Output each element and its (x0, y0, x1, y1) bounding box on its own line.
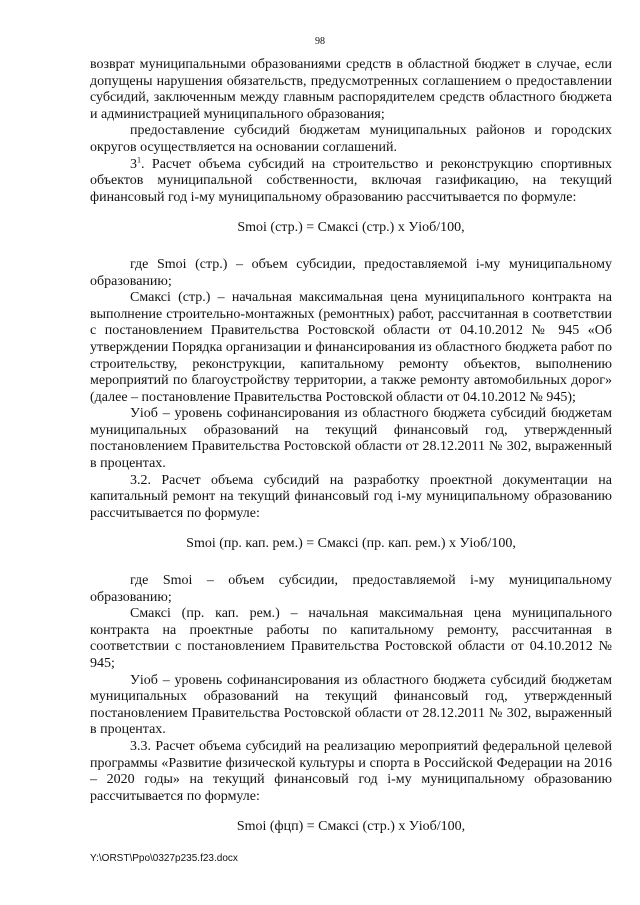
footer-file-path: Y:\ORST\Ppo\0327p235.f23.docx (90, 853, 238, 864)
section-superscript: 1 (137, 154, 141, 164)
paragraph-3-2: 3.2. Расчет объема субсидий на разработку проектной документации на капитальный ремонт на текущий финансовый год i-му муниципальному образованию рассчитывается по формуле: (90, 472, 612, 521)
paragraph-refund: возврат муниципальными образованиями средств в областной бюджет в случае, если допущены нарушения обязательств, предусмотренных соглашением о предоставлении субсидий, заключенным между главным распорядителем средств областного бюджета и администрацией муниципального образования; (90, 57, 612, 122)
formula-construction: Smoi (стр.) = Смаксi (стр.) x Уiоб/100, (237, 220, 465, 236)
definition-smax-2: Смаксi (пр. кап. рем.) – начальная максимальная цена муниципального контракта на проектные работы по капитальному ремонту, рассчитанная в соответствии с постановлением Правительства Ростовской области от 04.10.2012 № 945; (90, 606, 612, 671)
page-number: 98 (315, 36, 325, 47)
definition-smax: Смаксi (стр.) – начальная максимальная цена муниципального контракта на выполнение строительно-монтажных (ремонтных) работ, рассчитанная в соответствии с постановлением Правительства Ростовской области от 04.10.2012 № 945 «Об утверждении Порядка организации и финансирования из областного бюджета работ по строительству, реконструкции, капитальному ремонту объектов, выполнению мероприятий по благоустройству территории, а также ремонту автомобильных дорог» (далее – постановление Правительства Ростовской области от 04.10.2012 № 945); (90, 290, 612, 405)
paragraph-3-1 (90, 154, 612, 207)
formula-fcp: Smoi (фцп) = Смаксi (стр.) x Уiоб/100, (236, 819, 466, 835)
paragraph-3-1-text: . Расчет объема субсидий на строительство и реконструкцию спортивных объектов муниципальной собственности, включая газификацию, на текущий финансовый год i-му муниципальному образованию рассчитывается по формуле: (90, 156, 612, 205)
formula-capital-repair: Smoi (пр. кап. рем.) = Смаксi (пр. кап. рем.) x Уiоб/100, (186, 536, 516, 552)
definition-uiob: Уiоб – уровень софинансирования из областного бюджета субсидий бюджетам муниципальных образований на текущий финансовый год, утвержденный постановлением Правительства Ростовской области от 28.12.2011 № 302, выраженный в процентах. (90, 406, 612, 472)
definition-smoi-2: где Smoi – объем субсидии, предоставляемой i-му муниципальному образованию; (90, 573, 612, 605)
paragraph-3-3: 3.3. Расчет объема субсидий на реализацию мероприятий федеральной целевой программы «Развитие физической культуры и спорта в Российской Федерации на 2016 – 2020 годы» на текущий финансовый год i-му муниципальному образованию рассчитывается по формуле: (90, 738, 612, 804)
definition-uiob-2: Уiоб – уровень софинансирования из областного бюджета субсидий бюджетам муниципальных образований на текущий финансовый год, утвержденный постановлением Правительства Ростовской области от 28.12.2011 № 302, выраженный в процентах. (90, 672, 612, 738)
document-body (90, 57, 612, 856)
section-number: 3 (130, 156, 137, 172)
definition-smoi: где Smoi (стр.) – объем субсидии, предоставляемой i-му муниципальному образованию; (90, 256, 612, 289)
paragraph-agreements: предоставление субсидий бюджетам муниципальных районов и городских округов осуществляется на основании соглашений. (90, 123, 612, 155)
